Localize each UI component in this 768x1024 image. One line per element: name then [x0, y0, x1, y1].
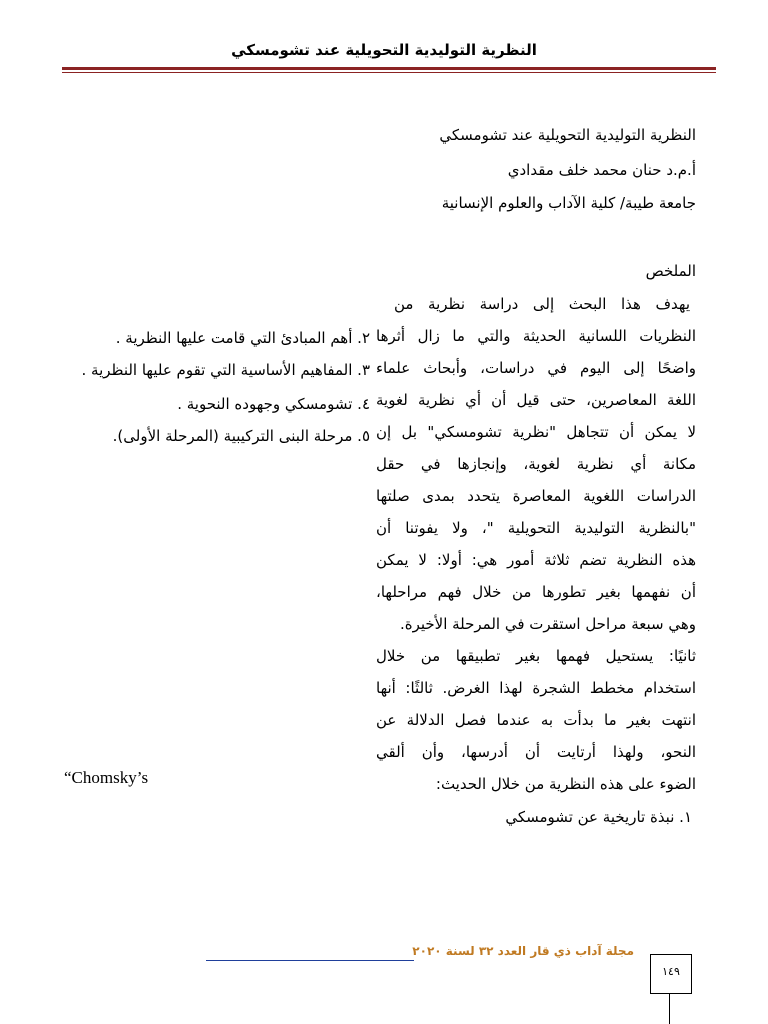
topic-list-item-5: ٥. مرحلة البنى التركيبية (المرحلة الأولى). — [112, 427, 370, 445]
abstract-line-11: وهي سبعة مراحل استقرت في المرحلة الأخيرة. — [399, 615, 696, 633]
topic-list-item-2: ٢. أهم المبادئ التي قامت عليها النظرية . — [115, 329, 370, 347]
abstract-line-7: الدراسات اللغوية المعاصرة يتحدد بمدى صلتها — [376, 487, 696, 505]
paper-title: النظرية التوليدية التحويلية عند تشومسكي — [439, 126, 696, 144]
abstract-line-10: أن نفهمها بغير تطورها من خلال فهم مراحلها، — [376, 583, 696, 601]
abstract-line-8: "بالنظرية التوليدية التحويلية "، ولا يفوتنا أن — [376, 519, 696, 537]
page-number-box — [650, 954, 692, 994]
abstract-line-12: ثانيًا: يستحيل فهمها بغير تطبيقها من خلال — [376, 647, 696, 665]
abstract-line-14: انتهت بغير ما بدأت به عندما فصل الدلالة عن — [376, 711, 696, 729]
author-name: أ.م.د حنان محمد خلف مقدادي — [507, 161, 696, 179]
topic-list-item-3: ٣. المفاهيم الأساسية التي تقوم عليها النظرية . — [81, 361, 370, 379]
abstract-line-6: مكانة أي نظرية لغوية، وإنجازها في حقل — [376, 455, 696, 473]
abstract-line-13: استخدام مخطط الشجرة لهذا الغرض. ثالثًا: أنها — [376, 679, 696, 697]
abstract-line-4: اللغة المعاصرين، حتى قيل أن أي نظرية لغوية — [376, 391, 696, 409]
abstract-line-2: النظريات اللسانية الحديثة والتي ما زال أثرها — [376, 327, 696, 345]
footer-rule — [206, 960, 414, 961]
page-number: ١٤٩ — [662, 965, 680, 978]
running-header-title: النظرية التوليدية التحويلية عند تشومسكي — [231, 41, 537, 59]
footer-journal-citation: مجلة آداب ذي قار العدد ٣٢ لسنة ٢٠٢٠ — [412, 944, 634, 958]
abstract-line-15: النحو، ولهذا أرتايت أن أدرسها، وأن ألقي — [376, 743, 696, 761]
abstract-heading: الملخص — [645, 262, 696, 280]
page-number-tick — [669, 994, 670, 1024]
english-title-fragment: “Chomsky’s — [64, 768, 149, 787]
abstract-line-16: الضوء على هذه النظرية من خلال الحديث: — [435, 775, 696, 793]
topic-list-item-4: ٤. تشومسكي وجهوده النحوية . — [177, 395, 370, 413]
header-rule-thin — [62, 72, 716, 73]
abstract-line-1: يهدف هذا البحث إلى دراسة نظرية من — [394, 295, 690, 313]
abstract-line-3: واضحًا إلى اليوم في دراسات، وأبحاث علماء — [376, 359, 696, 377]
topic-list-item-1: ١. نبذة تاريخية عن تشومسكي — [505, 808, 692, 826]
author-affiliation: جامعة طيبة/ كلية الآداب والعلوم الإنسانية — [441, 194, 696, 212]
header-rule-thick — [62, 67, 716, 70]
abstract-line-9: هذه النظرية تضم ثلاثة أمور هي: أولا: لا يمكن — [376, 551, 696, 569]
abstract-line-5: لا يمكن أن تتجاهل "نظرية تشومسكي" بل إن — [376, 423, 696, 441]
